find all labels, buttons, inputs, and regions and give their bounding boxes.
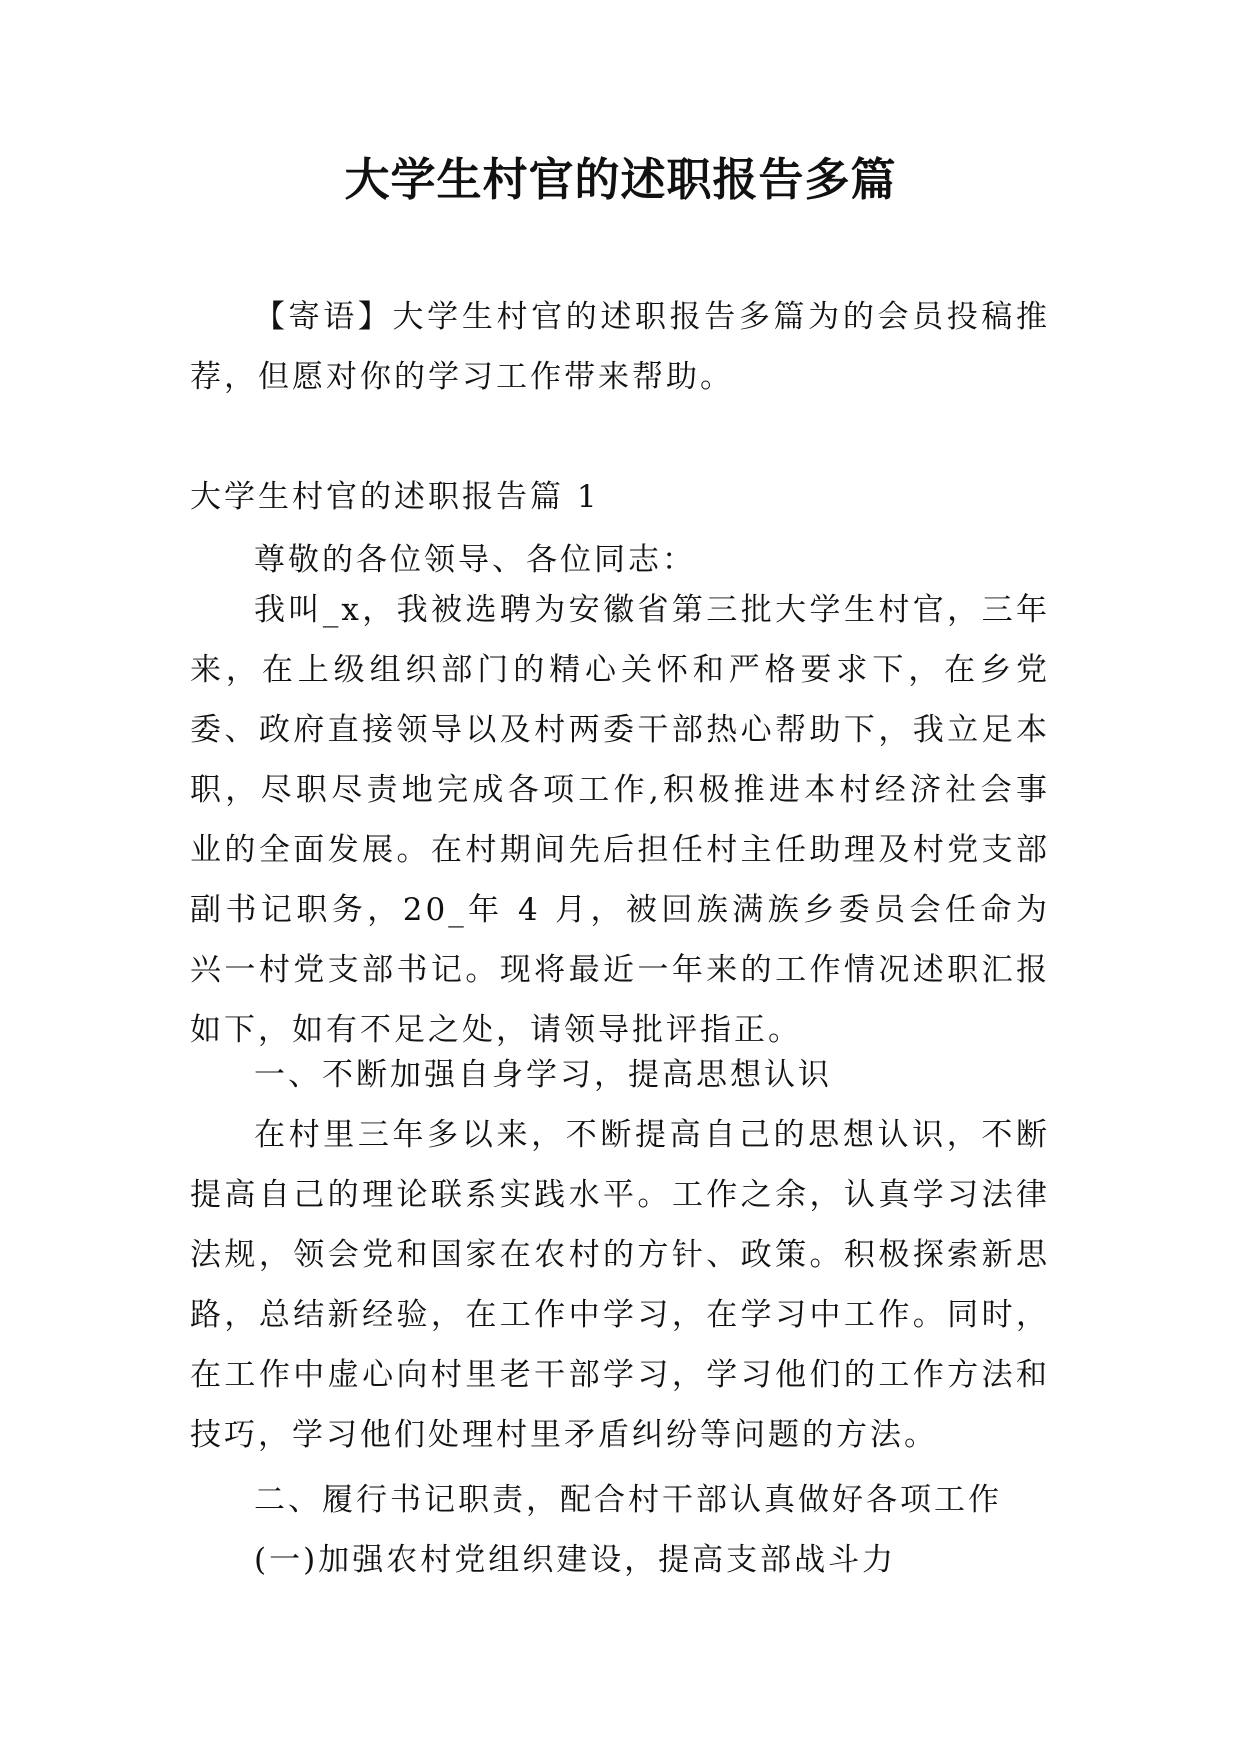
greeting-line: 尊敬的各位领导、各位同志： (254, 542, 696, 578)
body-paragraph-2: 在村里三年多以来，不断提高自己的思想认识，不断提高自己的理论联系实践水平。工作之余，认真学习法律法规，领会党和国家在农村的方针、政策。积极探索新思路，总结新经验，在工作中学习，在学习中工作。同时，在工作中虚心向村里老干部学习，学习他们的工作方法和技巧，学习他们处理村里矛盾纠纷等问题的方法。 (190, 1117, 1050, 1453)
subheading-1: 一、不断加强自身学习，提高思想认识 (254, 1057, 832, 1093)
subheading-2: 二、履行书记职责，配合村干部认真做好各项工作 (254, 1482, 1002, 1518)
subheading-2-1: (一)加强农村党组织建设，提高支部战斗力 (254, 1542, 897, 1578)
section-heading: 大学生村官的述职报告篇 1 (190, 479, 600, 515)
foreword-paragraph: 【寄语】大学生村官的述职报告多篇为的会员投稿推荐，但愿对你的学习工作带来帮助。 (190, 299, 1050, 395)
body-paragraph-1: 我叫_x，我被选聘为安徽省第三批大学生村官，三年来，在上级组织部门的精心关怀和严格要求下，在乡党委、政府直接领导以及村两委干部热心帮助下，我立足本职，尽职尽责地完成各项工作,积极推进本村经济社会事业的全面发展。在村期间先后担任村主任助理及村党支部副书记职务，20_年 4 月，被回族满族乡委员会任命为兴一村党支部书记。现将最近一年来的工作情况述职汇报如下，如有不足之处，请领导批评指正。 (190, 592, 1050, 1048)
document-title: 大学生村官的述职报告多篇 (344, 153, 897, 206)
